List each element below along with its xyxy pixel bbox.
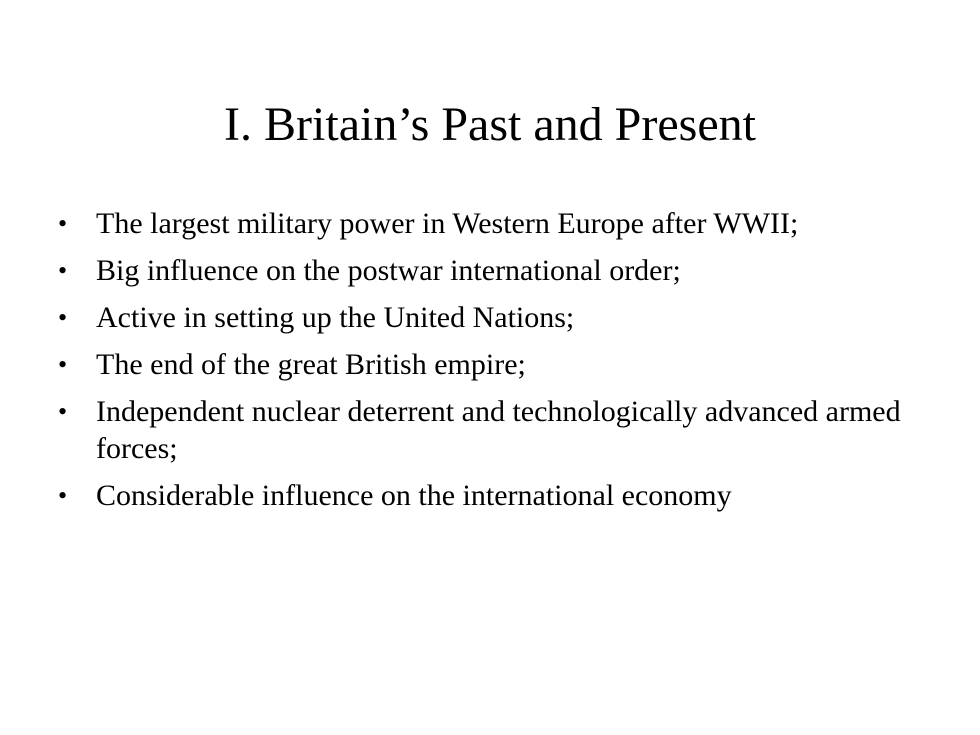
bullet-list [58, 205, 918, 524]
bullet-icon: • [58, 209, 68, 238]
bullet-icon: • [58, 397, 68, 426]
bullet-icon: • [58, 481, 68, 510]
bullet-item [58, 346, 918, 383]
bullet-item [58, 477, 918, 514]
bullet-icon: • [58, 256, 68, 285]
bullet-item [58, 393, 918, 467]
bullet-text: Considerable influence on the international economy [96, 479, 732, 512]
bullet-item [58, 299, 918, 336]
bullet-text: Big influence on the postwar international order; [96, 254, 681, 287]
slide-title: I. Britain’s Past and Present [224, 98, 756, 151]
bullet-text: The end of the great British empire; [96, 348, 526, 381]
bullet-text: Active in setting up the United Nations; [96, 301, 575, 334]
bullet-icon: • [58, 350, 68, 379]
bullet-icon: • [58, 303, 68, 332]
bullet-item [58, 252, 918, 289]
bullet-text: The largest military power in Western Europe after WWII; [96, 207, 799, 240]
bullet-item [58, 205, 918, 242]
bullet-text: Independent nuclear deterrent and technologically advanced armed forces; [96, 395, 901, 465]
